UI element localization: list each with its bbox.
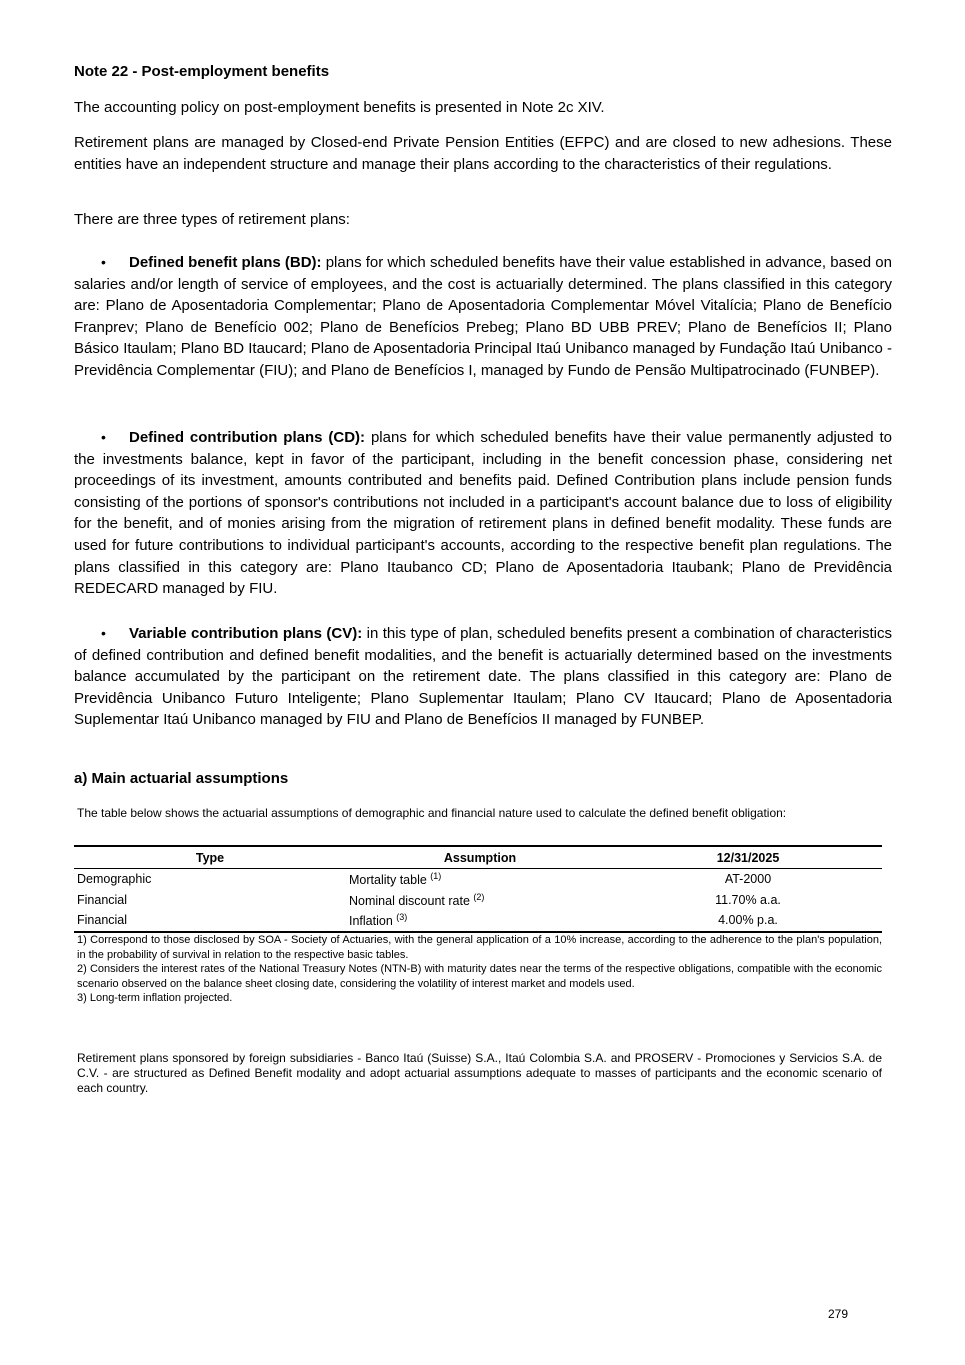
plan-cd-paragraph [74, 427, 892, 600]
foreign-plans-paragraph: Retirement plans sponsored by foreign subsidiaries - Banco Itaú (Suisse) S.A., Itaú Colombia S.A. and PROSERV - Promociones y Servicios S.A. de C.V. - are structured as Defined Benefit modality and adopt actuarial assumptions adequate to masses of participants and the economic scenario of each country. [77, 1051, 882, 1095]
column-header-type: Type [74, 846, 346, 869]
plan-cd-term: Defined contribution plans (CD): [129, 429, 366, 446]
plan-cd-text: plans for which scheduled benefits have their value permanently adjusted to the investments balance, kept in favor of the participant, including in the benefit concession phase, considering net proceedings of its investment, amounts contributed and benefits paid. Defined Contribution plans include pension funds consisting of the portions of sponsor's contributions not included in a participant's account balance due to loss of eligibility for the benefit, and of monies arising from the migration of retirement plans in defined benefit modality. These funds are used for future contributions to individual participant's accounts, according to the respective benefit plan regulations. The plans classified in this category are: Plano Itaubanco CD; Plano de Aposentadoria Itaubank; Plano de Previdência REDECARD managed by FIU. [74, 429, 892, 598]
footnote-ref: (2) [473, 891, 485, 902]
assumption-label: Inflation [349, 914, 393, 929]
table-row [74, 890, 882, 911]
retirement-plans-paragraph: Retirement plans are managed by Closed-end Private Pension Entities (EFPC) and are closed to new adhesions. These entities have an independent structure and manage their plans according to the characteristics of their regulations. [74, 134, 892, 173]
table-footnotes [77, 933, 882, 1006]
bullet-icon: • [101, 254, 106, 270]
plan-cv-term: Variable contribution plans (CV): [129, 625, 363, 642]
table-row [74, 910, 882, 932]
plan-cv-paragraph [74, 623, 892, 731]
footnote-ref: (1) [430, 871, 442, 882]
bullet-icon: • [101, 625, 106, 641]
cell-value: 11.70% a.a. [715, 892, 781, 907]
plan-bd-term: Defined benefit plans (BD): [129, 254, 322, 271]
cell-assumption [346, 910, 614, 932]
note-title: Note 22 - Post-employment benefits [74, 63, 330, 80]
assumption-label: Nominal discount rate [349, 893, 470, 908]
plan-bd-paragraph [74, 252, 892, 382]
footnote-1: 1) Correspond to those disclosed by SOA - Society of Actuaries, with the general application of a 10% increase, according to the adherence to the plan's population, in the probability of survival in relation to the respective basic tables. [77, 934, 882, 961]
footnote-2: 2) Considers the interest rates of the National Treasury Notes (NTN-B) with maturity dates near the terms of the respective obligations, compatible with the economic scenario observed on the balance sheet closing date, considering the volatility of interest market and models used. [77, 963, 882, 990]
plan-bd-text: plans for which scheduled benefits have their value established in advance, based on salaries and/or length of service of employees, and the cost is actuarially determined. The plans classified in this category are: Plano de Aposentadoria Complementar; Plano de Aposentadoria Complementar Móvel Vitalícia; Plano de Benefício Franprev; Plano de Benefício 002; Plano de Benefícios Prebeg; Plano BD UBB PREV; Plano de Benefícios II; Plano Básico Itaulam; Plano BD Itaucard; Plano de Aposentadoria Principal Itaú Unibanco managed by Fundação Itaú Unibanco - Previdência Complementar (FIU); and Plano de Benefícios I, managed by Fundo de Pensão Multipatrocinado (FUNBEP). [74, 254, 893, 379]
plan-types-intro: There are three types of retirement plans: [74, 211, 350, 228]
column-header-date: 12/31/2025 [614, 846, 882, 869]
cell-value: AT-2000 [724, 872, 772, 887]
cell-value: 4.00% p.a. [614, 910, 882, 932]
footnote-3: 3) Long-term inflation projected. [77, 992, 233, 1005]
assumption-label: Mortality table [349, 873, 427, 888]
cell-type: Demographic [77, 872, 152, 887]
plan-cv-text: in this type of plan, scheduled benefits present a combination of characteristics of defined contribution and defined benefit modalities, and the benefit is actuarially determined based on the investments balance accumulated by the participant on the retirement date. The plans classified in this category are: Plano de Previdência Unibanco Futuro Inteligente; Plano Suplementar Itaulam; Plano CV Itaucard; Plano de Aposentadoria Suplementar Itaú Unibanco managed by FIU and Plano de Benefícios II managed by FUNBEP. [74, 625, 892, 729]
table-row [74, 869, 882, 890]
cell-type: Financial [74, 910, 346, 932]
table-header-row [74, 846, 882, 869]
cell-type: Financial [77, 892, 128, 907]
column-header-assumption: Assumption [346, 846, 614, 869]
section-a-title: a) Main actuarial assumptions [74, 770, 289, 787]
cell-assumption [346, 869, 614, 890]
bullet-icon: • [101, 429, 106, 445]
actuarial-assumptions-table [74, 845, 882, 933]
page-number: 279 [828, 1307, 849, 1321]
intro-paragraph: The accounting policy on post-employment benefits is presented in Note 2c XIV. [74, 99, 605, 116]
table-intro: The table below shows the actuarial assumptions of demographic and financial nature used to calculate the defined benefit obligation: [77, 806, 787, 820]
cell-assumption [346, 890, 614, 911]
footnote-ref: (3) [396, 912, 408, 923]
